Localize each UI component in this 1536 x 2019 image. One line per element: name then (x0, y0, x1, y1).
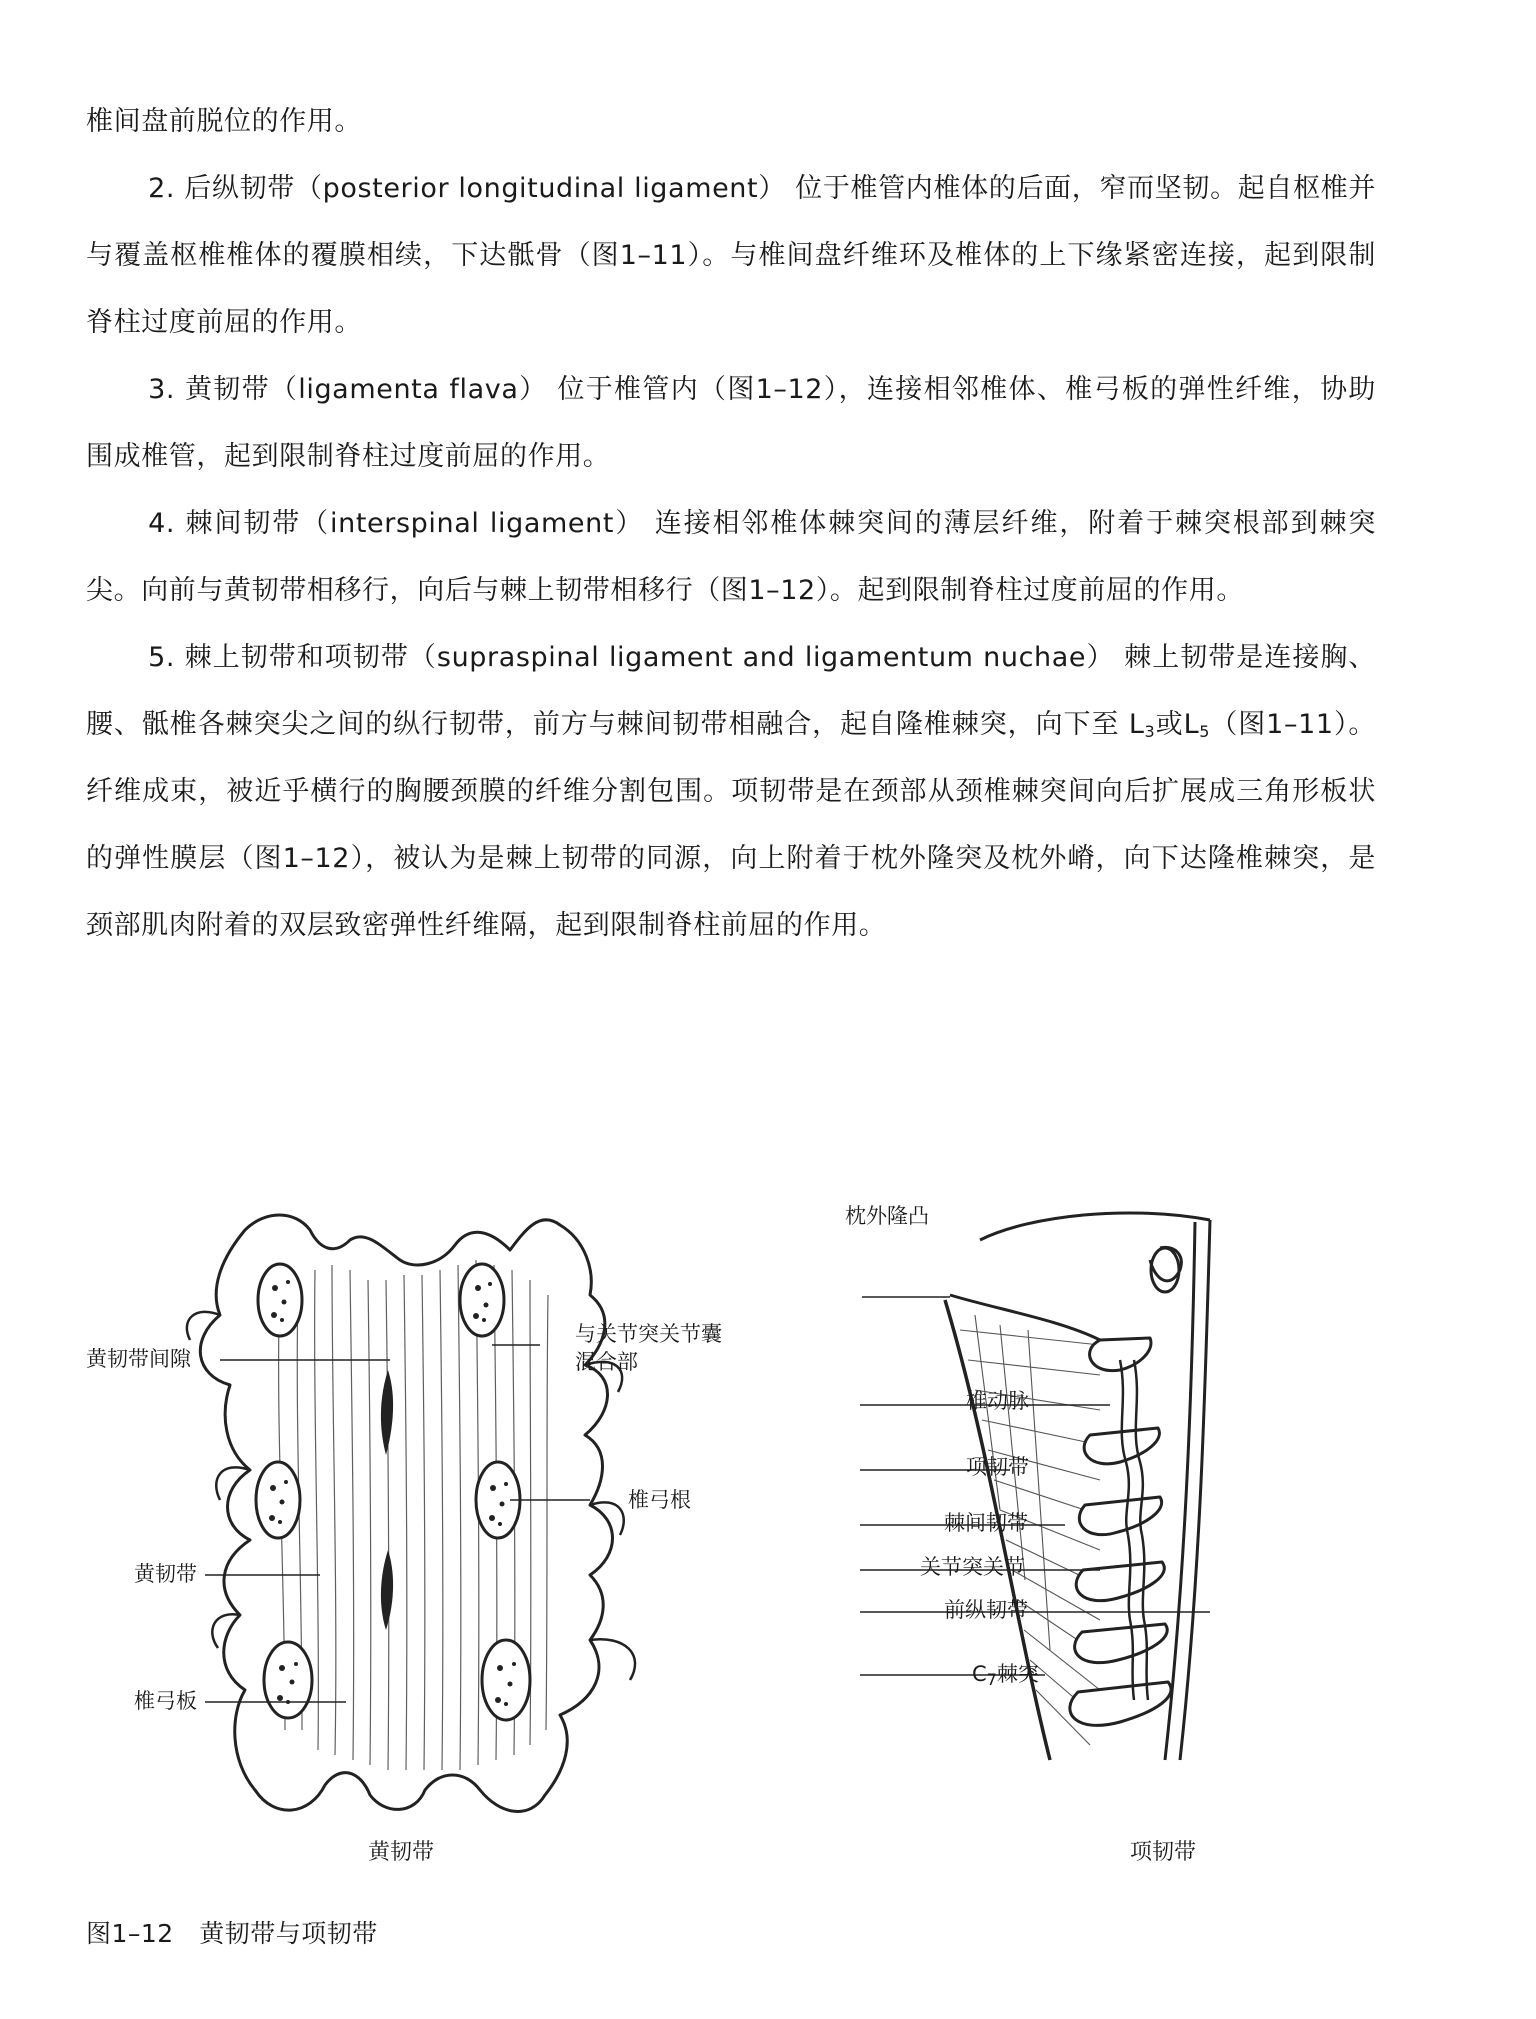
para5-or: 或L (1155, 709, 1200, 740)
figure-title: 图1–12 黄韧带与项韧带 (86, 1919, 378, 1948)
nuchae-illustration (800, 1200, 1460, 1820)
paragraph-ligamenta-flava: 3. 黄韧带（ligamenta flava） 位于椎管内（图1–12），连接相邻椎体、椎弓板的弹性纤维，协助围成椎管，起到限制脊柱过度前屈的作用。 (86, 374, 1376, 472)
label-capsule-mix: 与关节突关节囊 (575, 1322, 722, 1346)
body-text (86, 88, 1376, 959)
para5-subscript-5: 5 (1199, 722, 1210, 741)
figure-ligamentum-flavum (70, 1170, 790, 1865)
c7-letter: C (972, 1662, 987, 1686)
paragraph-interspinal-ligament: 4. 棘间韧带（interspinal ligament） 连接相邻椎体棘突间的薄层纤维，附着于棘突根部到棘突尖。向前与黄韧带相移行，向后与棘上韧带相移行（图1–12）。起到限制脊柱过度前屈的作用。 (86, 508, 1376, 606)
paragraph-continuation: 椎间盘前脱位的作用。 (86, 106, 362, 137)
label-flavum-gap: 黄韧带间隙 (86, 1347, 191, 1371)
label-c7-spinous-process (972, 1660, 1039, 1688)
c7-rest: 棘突 (996, 1662, 1039, 1686)
figure-ligamentum-nuchae (800, 1200, 1460, 1865)
label-lamina: 椎弓板 (134, 1689, 197, 1713)
caption-nuchae: 项韧带 (1130, 1840, 1197, 1865)
label-facet-joint: 关节突关节 (920, 1555, 1025, 1579)
para5-part-a: 5. 棘上韧带和项韧带（supraspinal ligament and ligamentum nuchae） 棘上韧带是连接胸、腰、骶椎各棘突尖之间的纵行韧带，前方与棘间韧带相融合，起自隆椎棘突，向下至 L (86, 642, 1376, 740)
label-anterior-longitudinal-ligament: 前纵韧带 (944, 1598, 1028, 1622)
c7-subscript: 7 (986, 1670, 997, 1689)
para5-part-b: （图1–11）。纤维成束，被近乎横行的胸腰颈膜的纤维分割包围。项韧带是在颈部从颈椎棘突间向后扩展成三角形板状的弹性膜层（图1–12），被认为是棘上韧带的同源，向上附着于枕外隆突及枕外嵴，向下达隆椎棘突，是颈部肌肉附着的双层致密弹性纤维隔，起到限制脊柱前屈的作用。 (86, 709, 1376, 941)
para5-subscript-3: 3 (1144, 722, 1156, 741)
label-occipital-protuberance: 枕外隆凸 (845, 1204, 929, 1228)
paragraph-supraspinal-ligament (86, 624, 1376, 959)
label-pedicle: 椎弓根 (628, 1488, 691, 1512)
label-vertebral-artery: 椎动脉 (966, 1389, 1029, 1413)
paragraph-posterior-longitudinal-ligament: 2. 后纵韧带（posterior longitudinal ligament） 位于椎管内椎体的后面，窄而坚韧。起自枢椎并与覆盖枢椎椎体的覆膜相续，下达骶骨（图1–11）。与椎间盘纤维环及椎体的上下缘紧密连接，起到限制脊柱过度前屈的作用。 (86, 173, 1376, 338)
label-ligamentum-flavum: 黄韧带 (134, 1562, 197, 1586)
label-ligamentum-nuchae: 项韧带 (966, 1455, 1029, 1479)
caption-flavum: 黄韧带 (368, 1840, 435, 1865)
label-interspinal-ligament: 棘间韧带 (944, 1511, 1028, 1535)
label-capsule-mix-2: 混合部 (575, 1350, 638, 1374)
